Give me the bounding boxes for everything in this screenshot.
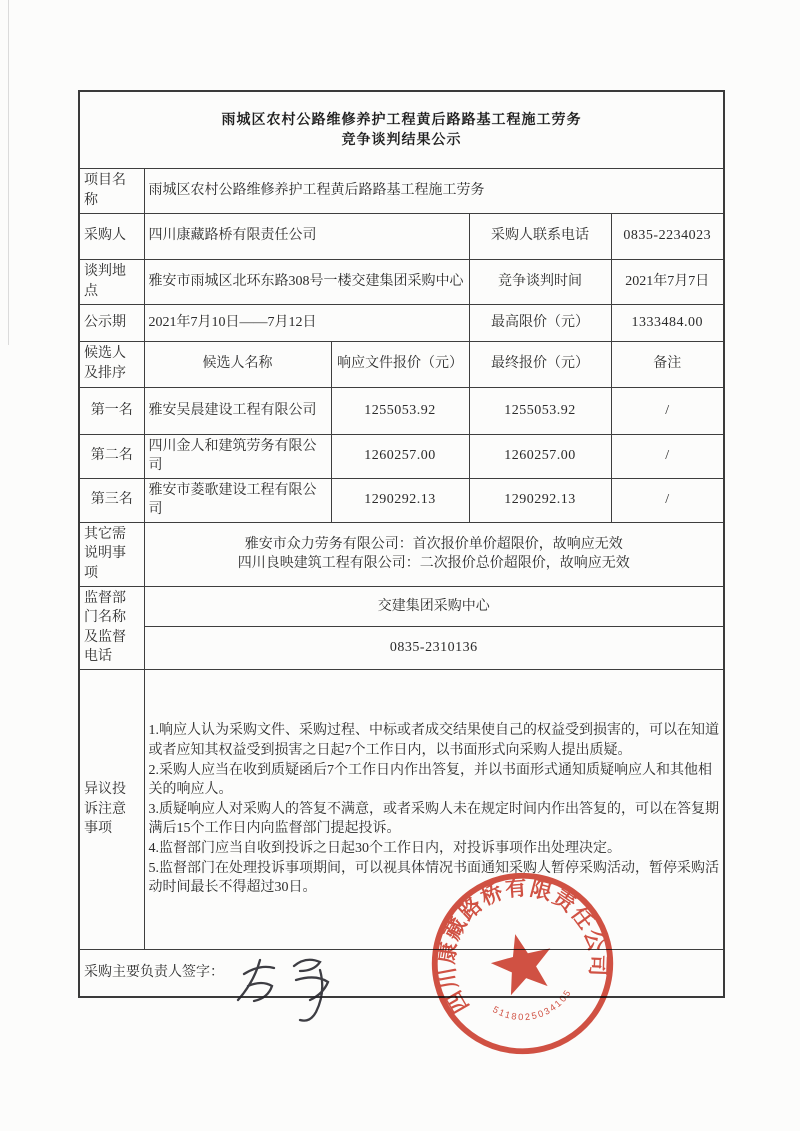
publicity-period-label: 公示期 xyxy=(79,304,144,341)
candidate-name: 雅安市菱歌建设工程有限公司 xyxy=(144,478,331,522)
candidate-doc-price: 1255053.92 xyxy=(331,387,469,434)
other-notes-row xyxy=(79,522,724,586)
candidates-final-price-header: 最终报价（元） xyxy=(469,341,611,387)
other-notes-line: 四川良映建筑工程有限公司：二次报价总价超限价，故响应无效 xyxy=(237,556,630,572)
candidate-row-1 xyxy=(79,387,724,434)
supervision-label: 监督部门名称及监督电话 xyxy=(79,586,144,669)
result-announcement-table xyxy=(78,90,725,998)
other-notes-line: 雅安市众力劳务有限公司：首次报价单价超限价，故响应无效 xyxy=(244,536,623,552)
candidate-final-price: 1255053.92 xyxy=(469,387,611,434)
objection-item: 2.采购人应当在收到质疑函后7个工作日内作出答复，并以书面形式通知质疑响应人和其他相关的响应人。 xyxy=(148,762,712,798)
negotiation-location-label: 谈判地点 xyxy=(79,259,144,304)
objection-item: 3.质疑响应人对采购人的答复不满意，或者采购人未在规定时间内作出答复的，可以在答复期满后15个工作日内向监督部门提起投诉。 xyxy=(148,801,719,837)
seal-company-text: 四川康藏路桥有限责任公司 xyxy=(434,875,611,1018)
candidate-rank: 第三名 xyxy=(79,478,144,522)
signature-handwriting xyxy=(230,944,370,1034)
candidate-remark: / xyxy=(611,387,724,434)
signature-row xyxy=(79,950,724,997)
purchaser-value: 四川康藏路桥有限责任公司 xyxy=(144,213,469,259)
candidate-rank: 第二名 xyxy=(79,434,144,478)
document-title-line1: 雨城区农村公路维修养护工程黄后路路基工程施工劳务 xyxy=(221,111,582,128)
candidate-name: 雅安吴晨建设工程有限公司 xyxy=(144,387,331,434)
signature-cell xyxy=(79,950,724,997)
candidate-row-3 xyxy=(79,478,724,522)
negotiation-time-label: 竞争谈判时间 xyxy=(469,259,611,304)
candidate-name: 四川金人和建筑劳务有限公司 xyxy=(144,434,331,478)
supervision-phone: 0835-2310136 xyxy=(144,627,724,670)
objection-row xyxy=(79,670,724,950)
candidates-header-row xyxy=(79,341,724,387)
title-row xyxy=(79,91,724,168)
negotiation-time-value: 2021年7月7日 xyxy=(611,259,724,304)
project-name-value: 雨城区农村公路维修养护工程黄后路路基工程施工劳务 xyxy=(144,168,724,213)
candidate-final-price: 1290292.13 xyxy=(469,478,611,522)
project-name-label: 项目名称 xyxy=(79,168,144,213)
document-title-line2: 竞争谈判结果公示 xyxy=(341,130,462,147)
max-price-value: 1333484.00 xyxy=(611,304,724,341)
candidates-rank-header: 候选人及排序 xyxy=(79,341,144,387)
seal-star-icon xyxy=(485,927,558,998)
objection-item: 5.监督部门在处理投诉事项期间，可以视具体情况书面通知采购人暂停采购活动，暂停采购活动时间最长不得超过30日。 xyxy=(148,860,719,896)
project-name-row xyxy=(79,168,724,213)
company-seal xyxy=(425,866,620,1061)
other-notes-content xyxy=(144,522,724,586)
candidate-final-price: 1260257.00 xyxy=(469,434,611,478)
max-price-label: 最高限价（元） xyxy=(469,304,611,341)
purchaser-label: 采购人 xyxy=(79,213,144,259)
supervision-department-row xyxy=(79,586,724,627)
title-cell xyxy=(79,91,724,168)
purchaser-phone-label: 采购人联系电话 xyxy=(469,213,611,259)
purchaser-phone-value: 0835-2234023 xyxy=(611,213,724,259)
candidate-doc-price: 1290292.13 xyxy=(331,478,469,522)
signature-label: 采购主要负责人签字： xyxy=(84,964,224,980)
supervision-department: 交建集团采购中心 xyxy=(144,586,724,627)
objection-item: 1.响应人认为采购文件、采购过程、中标或者成交结果使自己的权益受到损害的，可以在知道或者应知其权益受到损害之日起7个工作日内，以书面形式向采购人提出质疑。 xyxy=(148,723,719,758)
objection-item: 4.监督部门应当自收到投诉之日起30个工作日内，对投诉事项作出处理决定。 xyxy=(148,840,621,856)
purchaser-row xyxy=(79,213,724,259)
candidate-remark: / xyxy=(611,434,724,478)
candidates-name-header: 候选人名称 xyxy=(144,341,331,387)
candidate-rank: 第一名 xyxy=(79,387,144,434)
candidate-remark: / xyxy=(611,478,724,522)
candidate-row-2 xyxy=(79,434,724,478)
candidates-doc-price-header: 响应文件报价（元） xyxy=(331,341,469,387)
candidates-remark-header: 备注 xyxy=(611,341,724,387)
candidate-doc-price: 1260257.00 xyxy=(331,434,469,478)
negotiation-row xyxy=(79,259,724,304)
publicity-period-value: 2021年7月10日——7月12日 xyxy=(144,304,469,341)
supervision-phone-row xyxy=(79,627,724,670)
other-notes-label: 其它需说明事项 xyxy=(79,522,144,586)
negotiation-location-value: 雅安市雨城区北环东路308号一楼交建集团采购中心 xyxy=(144,259,469,304)
svg-text:5118025034105 xyxy=(489,985,578,1030)
scan-artifact-line xyxy=(8,0,9,345)
seal-serial-number: 5118025034105 xyxy=(491,986,574,1023)
objection-label: 异议投诉注意事项 xyxy=(79,670,144,950)
publicity-row xyxy=(79,304,724,341)
